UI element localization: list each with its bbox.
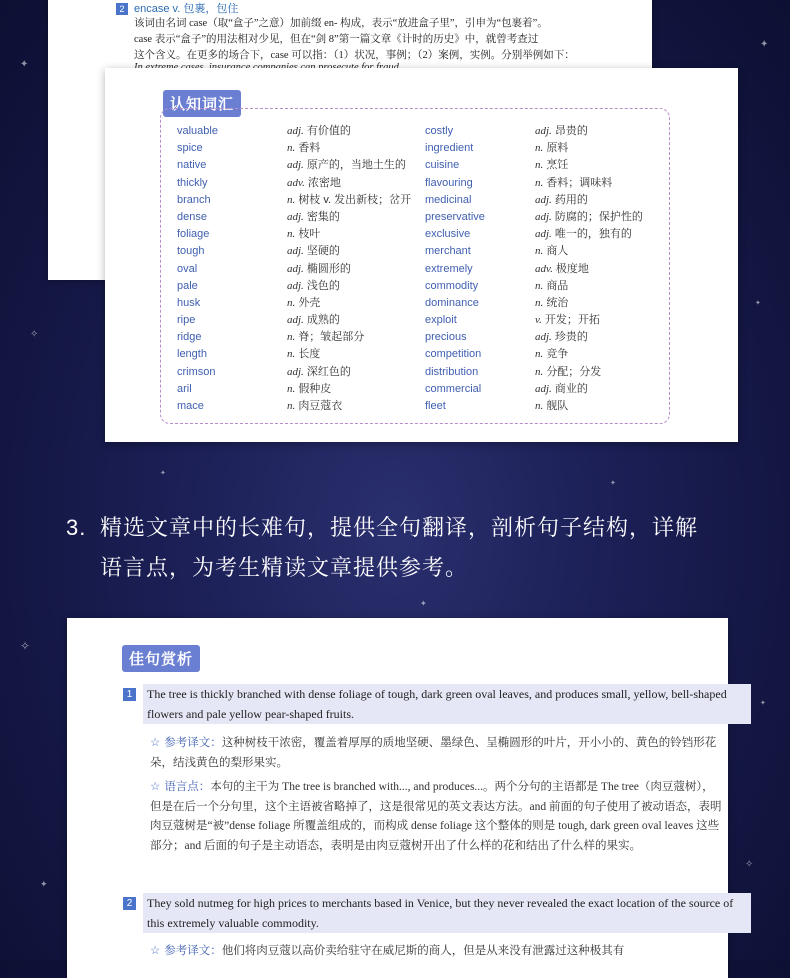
part-of-speech: n. xyxy=(287,331,296,344)
sentence-number-badge: 1 xyxy=(123,688,136,701)
meaning-text: 烹饪 xyxy=(546,159,569,172)
vocab-meaning xyxy=(287,175,411,192)
vocab-meaning xyxy=(287,329,411,346)
vocab-meaning xyxy=(287,157,411,174)
part-of-speech: n. xyxy=(287,142,296,155)
star-icon: ☆ xyxy=(150,945,161,957)
part-of-speech: n. xyxy=(287,193,296,206)
part-of-speech: n. xyxy=(287,296,296,309)
vocab-meaning xyxy=(535,226,643,243)
meaning-text: 肉豆蔻衣 xyxy=(298,400,343,412)
vocab-zh-column-right xyxy=(535,123,643,415)
meaning-text: 有价值的 xyxy=(306,125,351,137)
vocab-word: medicinal xyxy=(425,193,472,206)
vocab-meaning xyxy=(287,192,411,209)
vocab-word: preservative xyxy=(425,210,485,223)
vocab-meaning xyxy=(287,312,411,329)
vocab-meaning xyxy=(287,243,411,260)
part-of-speech: n. xyxy=(535,365,544,378)
meaning-text: 密集的 xyxy=(306,210,340,223)
vocab-en-column-left xyxy=(177,123,218,415)
part-of-speech: adj. xyxy=(287,365,304,378)
star-decoration: ✦ xyxy=(610,480,616,487)
star-decoration: ✧ xyxy=(30,329,39,340)
meaning-text: 浓密地 xyxy=(307,176,341,189)
star-icon: ☆ xyxy=(150,737,161,749)
language-point: ☆ 语言点：本句的主干为 The tree is branched with..., and produces...。两个分句的主语都是 The tree（肉豆蔻树），但是在后一个分句里，这个主语被省略掉了，这是很常见的英文表达方法。and 前面的句子使用了被动语态，表明肉豆蔻树是“被”dense foliage 所覆盖组成的，而构成 dense foliage 这个整体的则是 tough, dark green oval leaves 这些部分；and 后面的句子是主动语态，表明是由肉豆蔻树开出了什么样的花和结出了什么样的果实。 xyxy=(150,781,722,852)
vocab-word: commercial xyxy=(425,382,482,395)
meaning-text: 珍贵的 xyxy=(554,331,588,344)
vocab-word: competition xyxy=(425,348,482,361)
star-decoration: ✦ xyxy=(420,599,427,608)
part-of-speech: adj. xyxy=(535,193,552,206)
vocab-word: foliage xyxy=(177,228,210,241)
vocab-meaning xyxy=(535,243,643,260)
part-of-speech: n. xyxy=(535,400,544,412)
meaning-text: 统治 xyxy=(546,296,569,309)
vocab-word: tough xyxy=(177,245,205,258)
vocab-meaning xyxy=(535,364,643,381)
word-explanation: 该词由名词 case（取“盒子”之意）加前缀 en- 构成，表示“放进盒子里”，引申为“包裹着”。 case 表示“盒子”的用法相对少见，但在“剑 8”第一篇文章《计时的历史》中，就曾考查过 这个含义。在更多的场合下，case 可以指：（1）状况，事例；（2）案例，实例。分别举例如下： xyxy=(134,18,575,61)
meaning-text: 竞争 xyxy=(546,348,569,361)
vocab-meaning xyxy=(287,261,411,278)
meaning-text: 商业的 xyxy=(554,382,588,395)
vocab-meaning xyxy=(535,381,643,398)
vocab-word: husk xyxy=(177,296,201,309)
meaning-text: 唯一的，独有的 xyxy=(554,228,632,241)
part-of-speech: adj. xyxy=(535,228,552,241)
part-of-speech: adj. xyxy=(287,262,304,275)
part-of-speech: adj. xyxy=(287,279,304,292)
star-decoration: ✦ xyxy=(40,879,48,889)
meaning-text: 椭圆形的 xyxy=(306,262,351,275)
part-of-speech: adv. xyxy=(535,262,553,275)
part-of-speech: n. xyxy=(535,142,544,155)
vocab-word: dominance xyxy=(425,296,479,309)
meaning-text: 香料 xyxy=(298,142,321,155)
vocab-word: spice xyxy=(177,142,203,155)
vocab-word: ridge xyxy=(177,331,202,344)
vocab-meaning xyxy=(535,346,643,363)
vocab-meaning xyxy=(535,398,643,415)
vocab-word: fleet xyxy=(425,400,446,412)
vocab-meaning xyxy=(535,329,643,346)
meaning-text: 浅色的 xyxy=(306,279,340,292)
vocab-word: commodity xyxy=(425,279,479,292)
part-of-speech: adj. xyxy=(287,245,304,258)
vocab-meaning xyxy=(287,398,411,415)
vocabulary-title: 认知词汇 xyxy=(163,90,241,117)
meaning-text: 极度地 xyxy=(555,262,589,275)
vocab-word: precious xyxy=(425,331,467,344)
meaning-text: 坚硬的 xyxy=(306,245,340,258)
part-of-speech: n. xyxy=(535,159,544,172)
meaning-text: 脊；皱起部分 xyxy=(298,331,365,344)
part-of-speech: n. xyxy=(535,348,544,361)
vocab-word: costly xyxy=(425,125,454,137)
vocab-word: branch xyxy=(177,193,211,206)
part-of-speech: adj. xyxy=(287,125,304,137)
part-of-speech: n. xyxy=(535,296,544,309)
part-of-speech: adj. xyxy=(287,210,304,223)
vocab-word: thickly xyxy=(177,176,208,189)
star-decoration: ✦ xyxy=(755,300,761,307)
part-of-speech: adj. xyxy=(287,159,304,172)
vocab-word: native xyxy=(177,159,207,172)
vocab-word: exploit xyxy=(425,314,457,327)
vocab-word: valuable xyxy=(177,125,218,137)
vocab-word: ripe xyxy=(177,314,196,327)
part-of-speech: v. xyxy=(535,314,542,327)
part-of-speech: n. xyxy=(535,279,544,292)
part-of-speech: n. xyxy=(287,348,296,361)
part-of-speech: n. xyxy=(287,382,296,395)
sentence-english: They sold nutmeg for high prices to merchants based in Venice, but they never revealed the exact location of the source of this extremely valuable commodity. xyxy=(143,893,751,933)
vocab-word: mace xyxy=(177,400,204,412)
part-of-speech: adv. xyxy=(287,176,305,189)
vocabulary-card xyxy=(105,68,738,442)
vocab-word: ingredient xyxy=(425,142,474,155)
sentence-analysis-title: 佳句赏析 xyxy=(122,645,200,672)
vocab-word: length xyxy=(177,348,207,361)
part-of-speech: n. xyxy=(535,245,544,258)
sentence-english: The tree is thickly branched with dense foliage of tough, dark green oval leaves, and produces small, yellow, bell-shaped flowers and pale yellow pear-shaped fruits. xyxy=(143,684,751,724)
vocab-word: aril xyxy=(177,382,192,395)
vocab-meaning xyxy=(535,192,643,209)
meaning-text: 防腐的；保护性的 xyxy=(554,210,643,223)
part-of-speech: adj. xyxy=(535,382,552,395)
vocab-word: merchant xyxy=(425,245,471,258)
meaning-text: 假种皮 xyxy=(298,382,332,395)
meaning-text: 成熟的 xyxy=(306,314,340,327)
meaning-text: 商品 xyxy=(546,279,569,292)
vocab-meaning xyxy=(535,295,643,312)
vocab-meaning xyxy=(287,209,411,226)
vocab-meaning xyxy=(535,261,643,278)
star-icon: ☆ xyxy=(150,781,161,793)
star-decoration: ✦ xyxy=(760,39,769,50)
meaning-text: 树枝 v. 发出新枝；岔开 xyxy=(298,193,412,206)
vocab-meaning xyxy=(535,175,643,192)
vocab-meaning xyxy=(535,209,643,226)
meaning-text: 原产的，当地土生的 xyxy=(306,159,406,172)
meaning-text: 枝叶 xyxy=(298,228,321,241)
part-of-speech: adj. xyxy=(535,210,552,223)
vocab-meaning xyxy=(535,123,643,140)
reference-translation: ☆ 参考译文：他们将肉豆蔻以高价卖给驻守在威尼斯的商人，但是从来没有泄露过这种极其有 xyxy=(150,945,625,957)
meaning-text: 原料 xyxy=(546,142,569,155)
vocab-meaning xyxy=(287,381,411,398)
part-of-speech: n. xyxy=(287,228,296,241)
reference-translation: ☆ 参考译文：这种树枝干浓密，覆盖着厚厚的质地坚硬、墨绿色、呈椭圆形的叶片，开小小的、黄色的铃铛形花朵，结浅黄色的梨形果实。 xyxy=(150,737,717,769)
meaning-text: 开发；开拓 xyxy=(544,314,600,327)
sentence-analysis-card xyxy=(67,618,734,978)
vocab-word: oval xyxy=(177,262,198,275)
vocab-word: cuisine xyxy=(425,159,460,172)
part-of-speech: n. xyxy=(535,176,544,189)
vocab-word: flavouring xyxy=(425,176,473,189)
part-of-speech: adj. xyxy=(535,125,552,137)
part-of-speech: n. xyxy=(287,400,296,412)
vocab-en-column-right xyxy=(425,123,485,415)
sentence-number-badge: 2 xyxy=(123,897,136,910)
meaning-text: 药用的 xyxy=(554,193,588,206)
vocab-meaning xyxy=(535,312,643,329)
meaning-text: 舰队 xyxy=(546,400,569,412)
star-decoration: ✦ xyxy=(160,470,166,477)
vocab-meaning xyxy=(535,157,643,174)
part-of-speech: adj. xyxy=(287,314,304,327)
feature-heading: 3. 精选文章中的长难句，提供全句翻译，剖析句子结构，详解 语言点，为考生精读文章提供参考。 xyxy=(66,515,699,580)
vocab-word: distribution xyxy=(425,365,479,378)
vocab-meaning xyxy=(535,278,643,295)
star-decoration: ✦ xyxy=(760,700,766,707)
vocab-word: exclusive xyxy=(425,228,471,241)
vocab-meaning xyxy=(287,346,411,363)
meaning-text: 外壳 xyxy=(298,296,321,309)
word-entry-encase: 2 encase v. 包裹，包住 xyxy=(116,0,238,16)
vocab-meaning xyxy=(287,226,411,243)
part-of-speech: adj. xyxy=(535,331,552,344)
meaning-text: 商人 xyxy=(546,245,569,258)
entry-number-badge: 2 xyxy=(116,3,128,15)
meaning-text: 昂贵的 xyxy=(554,125,588,137)
vocab-word: extremely xyxy=(425,262,473,275)
vocab-meaning xyxy=(535,140,643,157)
vocab-meaning xyxy=(287,364,411,381)
vocab-word: crimson xyxy=(177,365,216,378)
star-decoration: ✧ xyxy=(20,639,31,653)
vocab-word: dense xyxy=(177,210,207,223)
vocab-meaning xyxy=(287,278,411,295)
vocab-zh-column-left xyxy=(287,123,411,415)
meaning-text: 分配；分发 xyxy=(546,365,602,378)
star-decoration: ✦ xyxy=(20,59,29,70)
meaning-text: 香料；调味料 xyxy=(546,176,613,189)
star-decoration: ✧ xyxy=(745,859,754,870)
meaning-text: 长度 xyxy=(298,348,321,361)
vocab-meaning xyxy=(287,295,411,312)
vocab-meaning xyxy=(287,123,411,140)
vocab-word: pale xyxy=(177,279,198,292)
vocab-meaning xyxy=(287,140,411,157)
meaning-text: 深红色的 xyxy=(306,365,351,378)
